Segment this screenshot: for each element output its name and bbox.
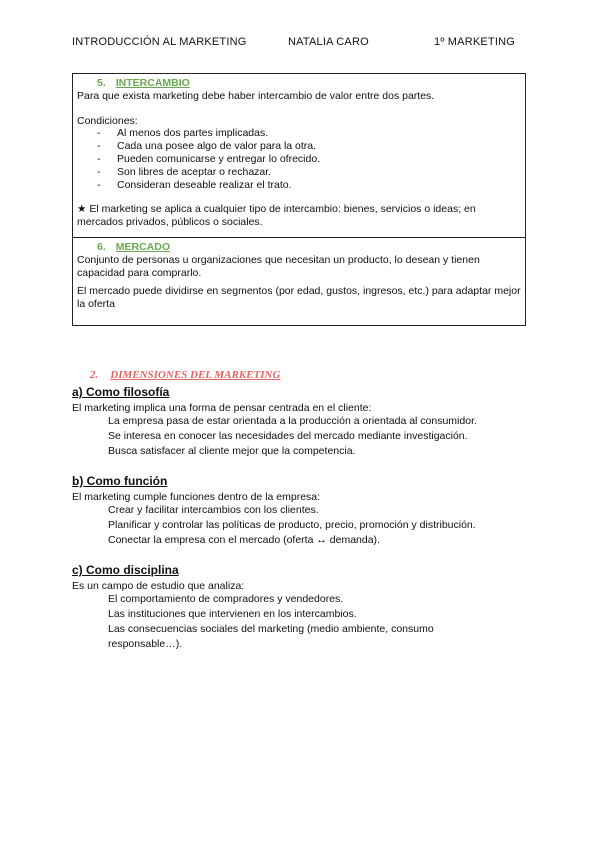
section-number: 2. — [90, 369, 99, 381]
mercado-title-text: MERCADO — [115, 241, 171, 253]
filosofia-heading: a) Como filosofía — [72, 385, 170, 399]
conditions-label: Condiciones: — [77, 114, 138, 127]
section-title-text: DIMENSIONES DEL MARKETING — [110, 369, 281, 381]
list-item: Conectar la empresa con el mercado (oferta ↔ demanda). — [108, 534, 380, 546]
intercambio-note: ★ El marketing se aplica a cualquier tipo de intercambio: bienes, servicios o ideas; en mercados privados, públicos o sociales. — [77, 203, 476, 229]
mercado-number: 6. — [97, 241, 106, 253]
list-item: responsable…). — [108, 638, 183, 650]
list-item: Crear y facilitar intercambios con los clientes. — [108, 504, 319, 516]
condition-item: - Pueden comunicarse y entregar lo ofrecido. — [97, 153, 521, 166]
disciplina-intro: Es un campo de estudio que analiza: — [72, 580, 245, 592]
condition-item: - Son libres de aceptar o rechazar. — [97, 166, 521, 179]
list-item: Planificar y controlar las políticas de producto, precio, promoción y distribución. — [108, 519, 476, 531]
section-title — [90, 369, 280, 381]
mercado-title — [97, 241, 521, 254]
intercambio-title — [97, 77, 521, 90]
intercambio-box — [72, 73, 526, 238]
conditions-list — [77, 127, 521, 191]
header-author: NATALIA CARO — [288, 36, 369, 48]
header-course: INTRODUCCIÓN AL MARKETING — [72, 36, 247, 48]
filosofia-list — [108, 414, 477, 459]
condition-item: - Al menos dos partes implicadas. — [97, 127, 521, 140]
intercambio-title-text: INTERCAMBIO — [115, 77, 190, 89]
intercambio-number: 5. — [97, 77, 106, 89]
mercado-segments: El mercado puede dividirse en segmentos (por edad, gustos, ingresos, etc.) para adaptar mejor la oferta — [77, 285, 521, 311]
list-item: Las consecuencias sociales del marketing (medio ambiente, consumo — [108, 623, 434, 635]
list-item: Se interesa en conocer las necesidades del mercado mediante investigación. — [108, 430, 468, 442]
list-item: Busca satisfacer al cliente mejor que la competencia. — [108, 445, 356, 457]
intercambio-intro: Para que exista marketing debe haber intercambio de valor entre dos partes. — [77, 89, 435, 102]
mercado-definition: Conjunto de personas u organizaciones que necesitan un producto, lo desean y tienen capacidad para comprarlo. — [77, 253, 480, 279]
header-level: 1º MARKETING — [434, 36, 515, 48]
disciplina-heading: c) Como disciplina — [72, 563, 179, 577]
funcion-heading: b) Como función — [72, 474, 168, 488]
list-item: La empresa pasa de estar orientada a la producción a orientada al consumidor. — [108, 415, 477, 427]
condition-item: - Consideran deseable realizar el trato. — [97, 179, 521, 192]
condition-item: - Cada una posee algo de valor para la otra. — [97, 140, 521, 153]
disciplina-list — [108, 592, 434, 652]
funcion-list — [108, 503, 476, 548]
list-item: Las instituciones que intervienen en los intercambios. — [108, 608, 357, 620]
filosofia-intro: El marketing implica una forma de pensar centrada en el cliente: — [72, 402, 372, 414]
mercado-box — [72, 237, 526, 326]
list-item: El comportamiento de compradores y vendedores. — [108, 593, 344, 605]
funcion-intro: El marketing cumple funciones dentro de la empresa: — [72, 491, 321, 503]
